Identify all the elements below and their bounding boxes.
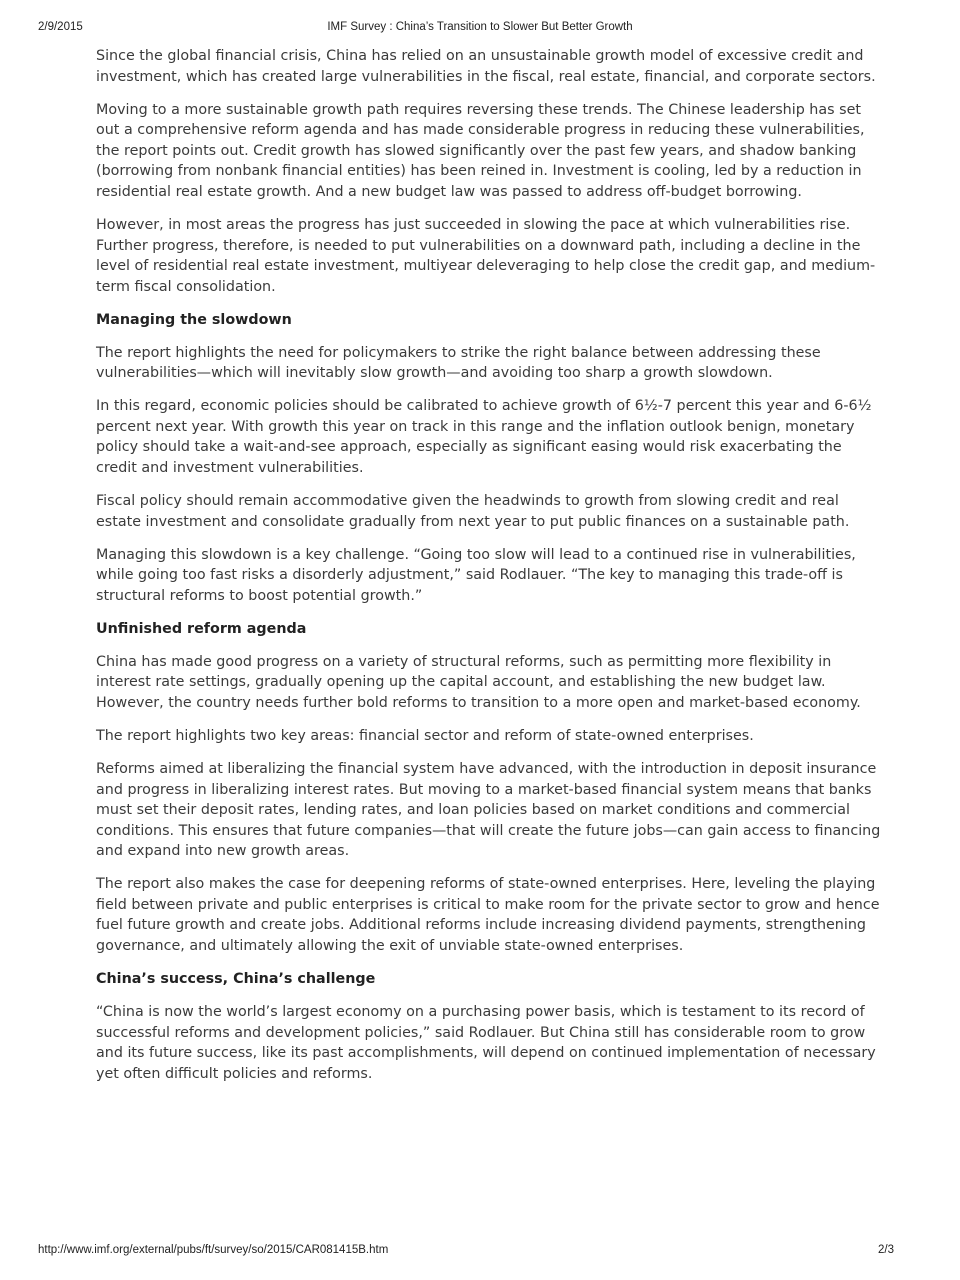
paragraph: The report highlights two key areas: financial sector and reform of state-owned enterprises. (96, 727, 754, 744)
paragraph: “China is now the world’s largest economy on a purchasing power basis, which is testament to its record of successful reforms and development policies,” said Rodlauer. But China still has considerable room to grow and its future success, like its past accomplishments, will depend on continued implementation of necessary yet often difficult policies and reforms. (96, 1004, 876, 1082)
paragraph: Reforms aimed at liberalizing the financial system have advanced, with the introduction in deposit insurance and progress in liberalizing interest rates. But moving to a market-based financial system means that banks must set their deposit rates, lending rates, and loan policies based on market conditions and commercial conditions. This ensures that future companies—that will create the future jobs—can gain access to financing and expand into new growth areas. (96, 760, 881, 860)
paragraph: In this regard, economic policies should be calibrated to achieve growth of 6½-7 percent this year and 6-6½ percent next year. With growth this year on track in this range and the inflation outlook benign, monetary policy should take a wait-and-see approach, especially as significant easing would risk exacerbating the credit and investment vulnerabilities. (96, 398, 872, 477)
print-date: 2/9/2015 (38, 21, 83, 33)
paragraph: Managing this slowdown is a key challenge. “Going too slow will lead to a continued rise in vulnerabilities, while going too fast risks a disorderly adjustment,” said Rodlauer. “The key to managing this trade-off is structural reforms to boost potential growth.” (96, 546, 856, 604)
section-heading-success-challenge: China’s success, China’s challenge (96, 971, 376, 988)
paragraph: The report highlights the need for policymakers to strike the right balance between addressing these vulnerabilities—which will inevitably slow growth—and avoiding too sharp a growth slowdown. (96, 344, 821, 382)
print-footer (0, 1244, 960, 1260)
section-heading-unfinished-reform: Unfinished reform agenda (96, 620, 307, 637)
paragraph: The report also makes the case for deepening reforms of state-owned enterprises. Here, leveling the playing field between private and public enterprises is critical to make room for the private sector to grow and hence fuel future growth and create jobs. Additional reforms include increasing dividend payments, strengthening governance, and ultimately allowing the exit of unviable state-owned enterprises. (96, 876, 880, 955)
article-body (96, 46, 886, 1097)
page-number: 2/3 (878, 1244, 894, 1256)
print-header (0, 21, 960, 37)
paragraph: Moving to a more sustainable growth path requires reversing these trends. The Chinese leadership has set out a comprehensive reform agenda and has made considerable progress in reducing these vulnerabilities, the report points out. Credit growth has slowed significantly over the past few years, and shadow banking (borrowing from nonbank financial entities) has been reined in. Investment is cooling, led by a reduction in residential real estate growth. And a new budget law was passed to address off-budget borrowing. (96, 101, 865, 200)
page-title: IMF Survey : China’s Transition to Slower But Better Growth (327, 21, 633, 33)
source-url: http://www.imf.org/external/pubs/ft/survey/so/2015/CAR081415B.htm (38, 1244, 389, 1256)
paragraph: China has made good progress on a variety of structural reforms, such as permitting more flexibility in interest rate settings, gradually opening up the capital account, and establishing the new budget law. However, the country needs further bold reforms to transition to a more open and market-based economy. (96, 653, 861, 711)
paragraph: Fiscal policy should remain accommodative given the headwinds to growth from slowing credit and real estate investment and consolidate gradually from next year to put public finances on a sustainable path. (96, 493, 850, 530)
section-heading-managing-slowdown: Managing the slowdown (96, 311, 292, 328)
paragraph: However, in most areas the progress has just succeeded in slowing the pace at which vulnerabilities rise. Further progress, therefore, is needed to put vulnerabilities on a downward path, including a decline in the level of residential real estate investment, multiyear deleveraging to help close the credit gap, and medium-term fiscal consolidation. (96, 216, 876, 295)
paragraph: Since the global financial crisis, China has relied on an unsustainable growth model of excessive credit and investment, which has created large vulnerabilities in the fiscal, real estate, financial, and corporate sectors. (96, 48, 876, 85)
